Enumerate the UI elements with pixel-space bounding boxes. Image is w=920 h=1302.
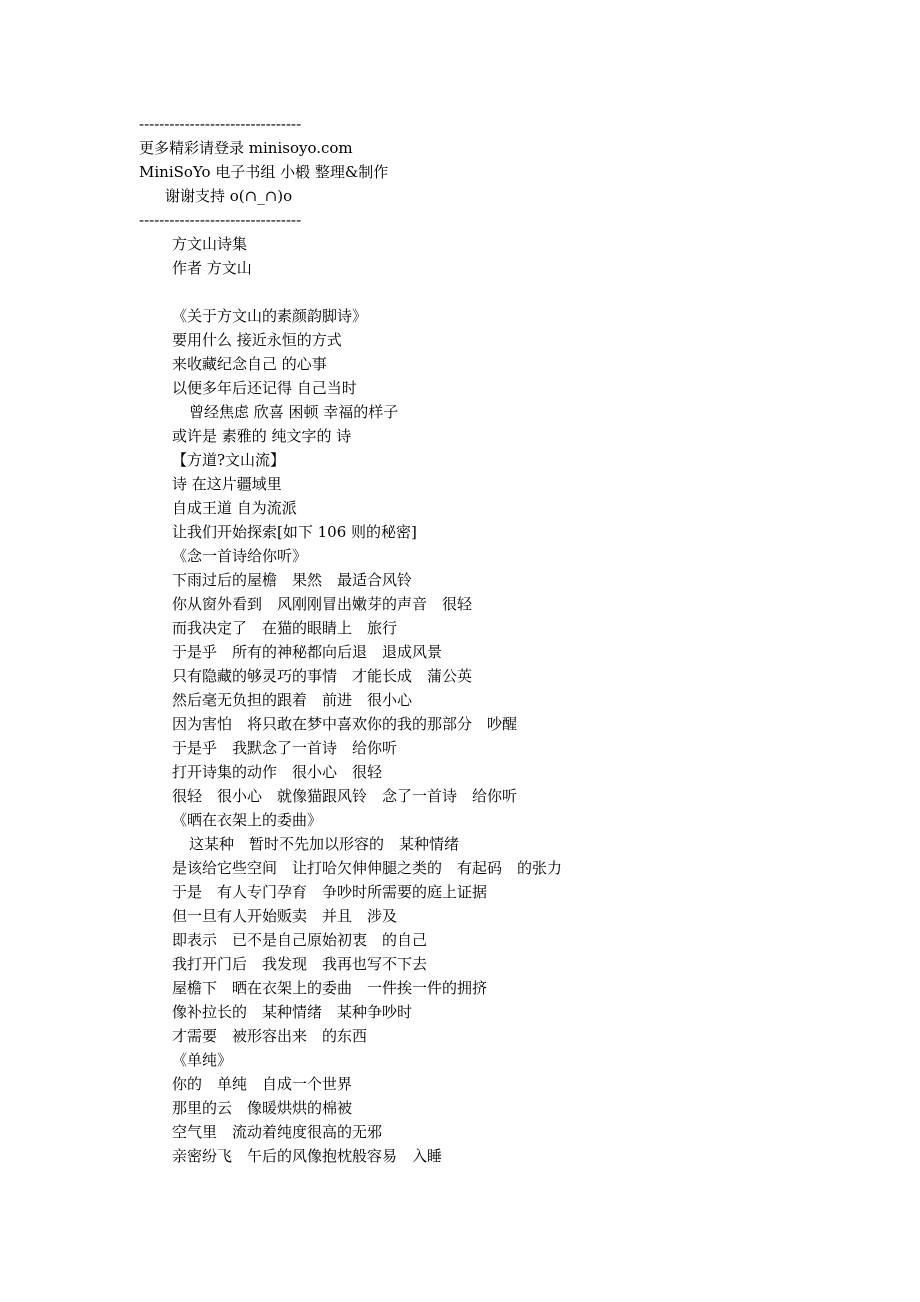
poem-line: 空气里 流动着纯度很高的无邪 bbox=[172, 1123, 383, 1141]
poem-line: 然后毫无负担的跟着 前进 很小心 bbox=[172, 691, 413, 709]
poem-line: 于是乎 我默念了一首诗 给你听 bbox=[172, 739, 398, 757]
promo-line: 更多精彩请登录 minisoyo.com bbox=[139, 139, 353, 157]
poem-line: 即表示 已不是自己原始初衷 的自己 bbox=[172, 931, 428, 949]
poem-line: 因为害怕 将只敢在梦中喜欢你的我的那部分 吵醒 bbox=[172, 715, 518, 733]
section-heading: 《关于方文山的素颜韵脚诗》 bbox=[172, 307, 368, 325]
poem-line: 让我们开始探索[如下 106 则的秘密] bbox=[172, 523, 417, 541]
separator-line-top: -------------------------------- bbox=[139, 115, 302, 133]
poem-line: 来收藏纪念自己 的心事 bbox=[172, 355, 327, 373]
poem-line: 但一旦有人开始贩卖 并且 涉及 bbox=[172, 907, 398, 925]
poem-line: 你从窗外看到 风刚刚冒出嫩芽的声音 很轻 bbox=[172, 595, 473, 613]
thanks-line: 谢谢支持 o(∩_∩)o bbox=[165, 187, 293, 205]
poem-line: 亲密纷飞 午后的风像抱枕般容易 入睡 bbox=[172, 1147, 443, 1165]
book-author: 作者 方文山 bbox=[172, 259, 252, 277]
poem-line: 是该给它些空间 让打哈欠伸伸腿之类的 有起码 的张力 bbox=[172, 859, 563, 877]
poem-line: 以便多年后还记得 自己当时 bbox=[172, 379, 357, 397]
poem-line: 曾经焦虑 欣喜 困顿 幸福的样子 bbox=[189, 403, 399, 421]
poem-line: 这某种 暂时不先加以形容的 某种情绪 bbox=[189, 835, 460, 853]
separator-line-bottom: -------------------------------- bbox=[139, 211, 302, 229]
poem-line: 诗 在这片疆域里 bbox=[172, 475, 282, 493]
poem-title: 《念一首诗给你听》 bbox=[172, 547, 308, 565]
poem-line: 而我决定了 在猫的眼睛上 旅行 bbox=[172, 619, 398, 637]
credits-line: MiniSoYo 电子书组 小椴 整理&制作 bbox=[139, 163, 389, 181]
poem-line: 或许是 素雅的 纯文字的 诗 bbox=[172, 427, 352, 445]
poem-line: 要用什么 接近永恒的方式 bbox=[172, 331, 342, 349]
poem-line: 下雨过后的屋檐 果然 最适合风铃 bbox=[172, 571, 413, 589]
poem-title: 《晒在衣架上的委曲》 bbox=[172, 811, 323, 829]
poem-line: 于是 有人专门孕育 争吵时所需要的庭上证据 bbox=[172, 883, 488, 901]
poem-line: 我打开门后 我发现 我再也写不下去 bbox=[172, 955, 428, 973]
poem-line: 像补拉长的 某种情绪 某种争吵时 bbox=[172, 1003, 413, 1021]
poem-line: 才需要 被形容出来 的东西 bbox=[172, 1027, 368, 1045]
poem-line: 很轻 很小心 就像猫跟风铃 念了一首诗 给你听 bbox=[172, 787, 518, 805]
poem-line: 只有隐藏的够灵巧的事情 才能长成 蒲公英 bbox=[172, 667, 473, 685]
poem-title: 《单纯》 bbox=[172, 1051, 233, 1069]
poem-line: 于是乎 所有的神秘都向后退 退成风景 bbox=[172, 643, 443, 661]
section-heading: 【方道?文山流】 bbox=[172, 451, 286, 469]
poem-line: 你的 单纯 自成一个世界 bbox=[172, 1075, 353, 1093]
book-title: 方文山诗集 bbox=[172, 235, 248, 253]
poem-line: 屋檐下 晒在衣架上的委曲 一件挨一件的拥挤 bbox=[172, 979, 488, 997]
poem-line: 那里的云 像暖烘烘的棉被 bbox=[172, 1099, 353, 1117]
poem-line: 自成王道 自为流派 bbox=[172, 499, 297, 517]
poem-line: 打开诗集的动作 很小心 很轻 bbox=[172, 763, 383, 781]
